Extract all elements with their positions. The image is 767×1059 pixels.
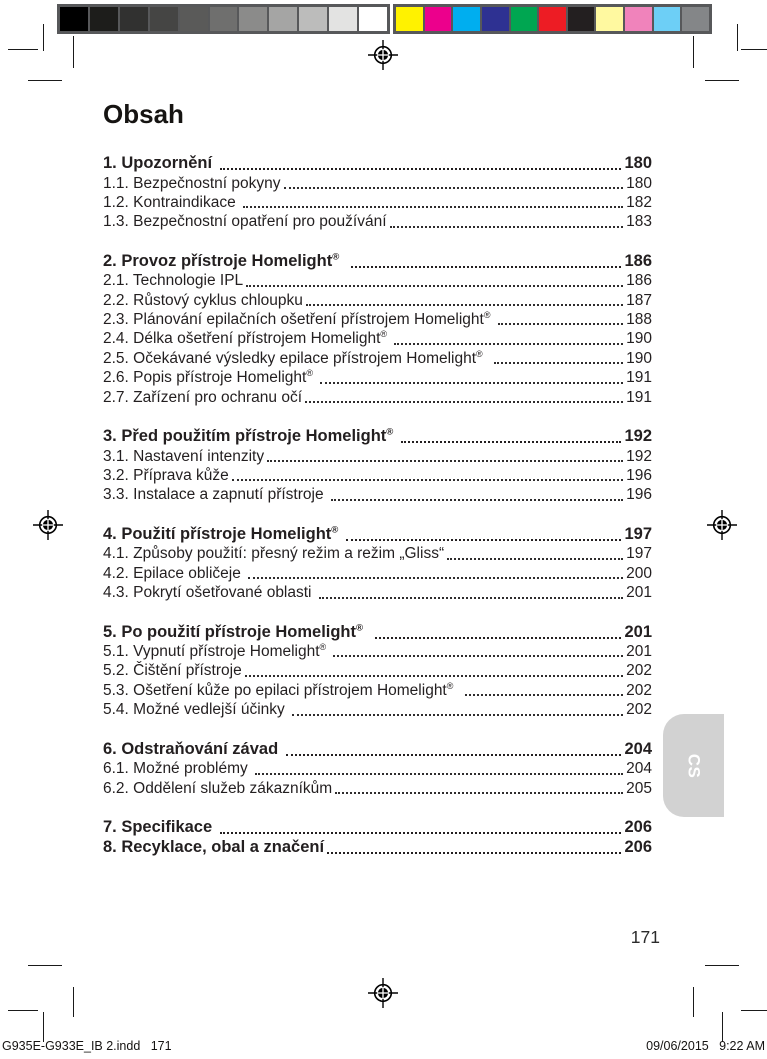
toc-entry	[103, 349, 652, 368]
toc-page	[103, 100, 652, 877]
toc-entry-label: 2.7. Zařízení pro ochranu očí	[103, 388, 303, 406]
toc-entry-label: 2.3. Plánování epilačních ošetření přístrojem Homelight®	[103, 309, 491, 329]
toc-entry-page: 192	[624, 427, 652, 446]
color-swatch	[568, 7, 595, 31]
toc-entry	[103, 426, 652, 447]
toc-entry	[103, 583, 652, 602]
registration-mark-icon	[368, 978, 398, 1008]
toc-entry	[103, 681, 652, 700]
toc-entry	[103, 212, 652, 231]
toc-entry-page: 204	[624, 739, 652, 758]
language-tab-label: CS	[684, 753, 704, 778]
toc-entry	[103, 759, 652, 778]
toc-entry	[103, 817, 652, 838]
color-swatch	[654, 7, 681, 31]
toc-entry	[103, 447, 652, 466]
language-tab	[663, 714, 724, 817]
dot-leader	[375, 637, 621, 639]
dot-leader	[394, 343, 623, 345]
toc-entry-label: 6.1. Možné problémy	[103, 760, 253, 778]
toc-entry-label: 1.1. Bezpečnostní pokyny	[103, 174, 281, 192]
dot-leader	[401, 441, 622, 443]
toc-entry-label: 3. Před použitím přístroje Homelight®	[103, 426, 394, 446]
crop-mark	[73, 987, 74, 1017]
toc-entry-page: 188	[626, 311, 652, 329]
toc-entry	[103, 524, 652, 545]
toc-entry-page: 191	[626, 369, 652, 387]
color-swatch	[359, 7, 387, 31]
crop-mark	[28, 965, 62, 966]
toc-section	[103, 817, 652, 858]
toc-entry-label: 2.6. Popis přístroje Homelight®	[103, 368, 313, 387]
toc-entry	[103, 466, 652, 485]
toc-entry	[103, 310, 652, 329]
dot-leader	[465, 694, 623, 696]
toc-section	[103, 739, 652, 798]
toc-entry-label: 5. Po použití přístroje Homelight®	[103, 622, 364, 641]
toc-entry-page: 201	[624, 622, 652, 641]
dot-leader	[284, 187, 624, 189]
toc-entry-page: 186	[624, 251, 652, 270]
crop-mark	[737, 24, 738, 51]
toc-entry-page: 191	[626, 388, 652, 406]
registration-mark-icon	[33, 510, 63, 540]
toc-entry	[103, 193, 652, 212]
color-swatch	[596, 7, 623, 31]
dot-leader	[390, 226, 624, 228]
toc-entry	[103, 368, 652, 387]
toc-entry	[103, 388, 652, 407]
slug-timestamp: 09/06/2015 9:22 AM	[646, 1039, 765, 1053]
toc-entry-label: 3.1. Nastavení intenzity	[103, 447, 265, 465]
toc-entry	[103, 661, 652, 680]
toc-entry-page: 180	[626, 174, 652, 192]
dot-leader	[327, 852, 621, 854]
toc-entry-page: 192	[626, 447, 652, 465]
color-swatch	[625, 7, 652, 31]
dot-leader	[333, 655, 623, 657]
toc-entry	[103, 153, 652, 174]
toc-entry-label: 2.4. Délka ošetření přístrojem Homelight®	[103, 329, 388, 348]
toc-sections	[103, 153, 652, 858]
toc-entry-label: 1.3. Bezpečnostní opatření pro používání	[103, 213, 387, 231]
dot-leader	[246, 285, 623, 287]
dot-leader	[232, 479, 623, 481]
dot-leader	[243, 206, 623, 208]
dot-leader	[351, 266, 621, 268]
page-title: Obsah	[103, 99, 184, 129]
toc-section	[103, 153, 652, 232]
dot-leader	[306, 304, 623, 306]
dot-leader	[292, 714, 623, 716]
toc-entry-page: 201	[626, 643, 652, 660]
crop-mark	[722, 1012, 723, 1042]
toc-entry-label: 5.4. Možné vedlejší účinky	[103, 701, 290, 719]
crop-mark	[43, 24, 44, 51]
toc-entry-page: 190	[626, 330, 652, 348]
toc-entry	[103, 622, 652, 643]
dot-leader	[494, 362, 623, 364]
toc-section	[103, 251, 652, 407]
toc-entry-label: 8. Recyklace, obal a značení	[103, 838, 325, 857]
crop-mark	[8, 1010, 38, 1011]
dot-leader	[331, 499, 623, 501]
crop-mark	[28, 80, 62, 81]
dot-leader	[320, 382, 623, 384]
toc-entry-page: 204	[626, 760, 652, 778]
color-swatch	[299, 7, 327, 31]
toc-entry-label: 3.2. Příprava kůže	[103, 466, 229, 484]
toc-entry-label: 5.3. Ošetření kůže po epilaci přístrojem Homelight®	[103, 680, 454, 699]
toc-entry-page: 205	[626, 779, 652, 797]
toc-entry	[103, 700, 652, 719]
toc-entry-label: 1. Upozornění	[103, 154, 217, 172]
dot-leader	[447, 558, 623, 560]
color-swatch	[269, 7, 297, 31]
dot-leader	[267, 460, 623, 462]
toc-entry-label: 3.3. Instalace a zapnutí přístroje	[103, 486, 328, 504]
toc-entry	[103, 779, 652, 798]
crop-mark	[693, 36, 694, 68]
color-swatch	[180, 7, 208, 31]
registration-mark-icon	[707, 510, 737, 540]
toc-entry	[103, 329, 652, 348]
dot-leader	[319, 597, 623, 599]
toc-entry-label: 4.1. Způsoby použití: přesný režim a režim „Gliss“	[103, 545, 445, 563]
color-swatch	[425, 7, 452, 31]
toc-entry-page: 197	[626, 545, 652, 563]
toc-entry-label: 6. Odstraňování závad	[103, 739, 283, 758]
color-swatch	[210, 7, 238, 31]
toc-entry-label: 4. Použití přístroje Homelight®	[103, 524, 339, 543]
toc-entry-label: 2. Provoz přístroje Homelight®	[103, 251, 340, 270]
crop-mark	[73, 36, 74, 68]
color-swatch	[120, 7, 148, 31]
crop-mark	[705, 80, 739, 81]
toc-entry	[103, 837, 652, 858]
dot-leader	[220, 168, 622, 170]
toc-entry-label: 4.3. Pokrytí ošetřované oblasti	[103, 584, 316, 602]
dot-leader	[220, 832, 622, 834]
color-swatch	[239, 7, 267, 31]
dot-leader	[335, 792, 623, 794]
dot-leader	[255, 773, 623, 775]
toc-entry-page: 206	[624, 817, 652, 836]
slug-filename: G935E-G933E_IB 2.indd 171	[2, 1039, 172, 1053]
toc-entry-page: 196	[626, 486, 652, 504]
toc-entry-label: 7. Specifikace	[103, 817, 217, 836]
toc-entry-page: 187	[626, 291, 652, 309]
page-number: 171	[630, 927, 660, 947]
toc-entry	[103, 251, 652, 272]
grayscale-calibration-bar	[57, 4, 390, 34]
toc-entry-page: 180	[624, 154, 652, 172]
crop-mark	[741, 1010, 767, 1011]
toc-entry-page: 182	[626, 193, 652, 211]
toc-entry-page: 200	[626, 564, 652, 582]
color-swatch	[682, 7, 709, 31]
toc-entry-page: 190	[626, 349, 652, 367]
dot-leader	[498, 323, 623, 325]
dot-leader	[248, 577, 623, 579]
toc-entry-page: 183	[626, 213, 652, 231]
toc-entry-page: 201	[626, 584, 652, 602]
toc-entry-page: 196	[626, 466, 652, 484]
toc-entry-page: 202	[626, 701, 652, 719]
registration-mark-icon	[368, 40, 398, 70]
color-swatch	[90, 7, 118, 31]
color-swatch	[329, 7, 357, 31]
toc-entry-page: 202	[626, 662, 652, 680]
toc-entry-label: 2.5. Očekávané výsledky epilace přístrojem Homelight®	[103, 348, 483, 367]
toc-entry	[103, 544, 652, 563]
toc-entry	[103, 291, 652, 310]
toc-section	[103, 622, 652, 720]
color-swatch	[482, 7, 509, 31]
crop-mark	[693, 987, 694, 1017]
crop-mark	[741, 49, 767, 50]
toc-section	[103, 426, 652, 505]
toc-entry	[103, 642, 652, 661]
toc-entry-label: 2.1. Technologie IPL	[103, 272, 244, 290]
color-swatch	[539, 7, 566, 31]
crop-mark	[705, 965, 739, 966]
toc-entry-label: 5.1. Vypnutí přístroje Homelight®	[103, 641, 327, 660]
dot-leader	[346, 539, 622, 541]
toc-entry	[103, 739, 652, 760]
toc-entry	[103, 485, 652, 504]
toc-entry-page: 197	[624, 524, 652, 543]
toc-entry-label: 1.2. Kontraindikace	[103, 193, 241, 211]
color-swatch	[511, 7, 538, 31]
toc-entry-label: 5.2. Čištění přístroje	[103, 662, 242, 680]
toc-entry	[103, 564, 652, 583]
toc-entry-label: 4.2. Epilace obličeje	[103, 564, 246, 582]
toc-entry-label: 6.2. Oddělení služeb zákazníkům	[103, 779, 333, 797]
toc-entry-page: 202	[626, 681, 652, 699]
color-swatch	[60, 7, 88, 31]
dot-leader	[305, 401, 623, 403]
toc-entry-label: 2.2. Růstový cyklus chloupku	[103, 291, 303, 309]
toc-entry-page: 206	[624, 838, 652, 857]
dot-leader	[286, 754, 622, 756]
toc-entry-page: 186	[626, 272, 652, 290]
crop-mark	[8, 49, 38, 50]
crop-mark	[43, 1012, 44, 1042]
toc-entry	[103, 271, 652, 290]
color-swatch	[396, 7, 423, 31]
color-calibration-bar	[393, 4, 712, 34]
toc-section	[103, 524, 652, 603]
toc-entry	[103, 174, 652, 193]
color-swatch	[453, 7, 480, 31]
dot-leader	[245, 675, 623, 677]
color-swatch	[150, 7, 178, 31]
